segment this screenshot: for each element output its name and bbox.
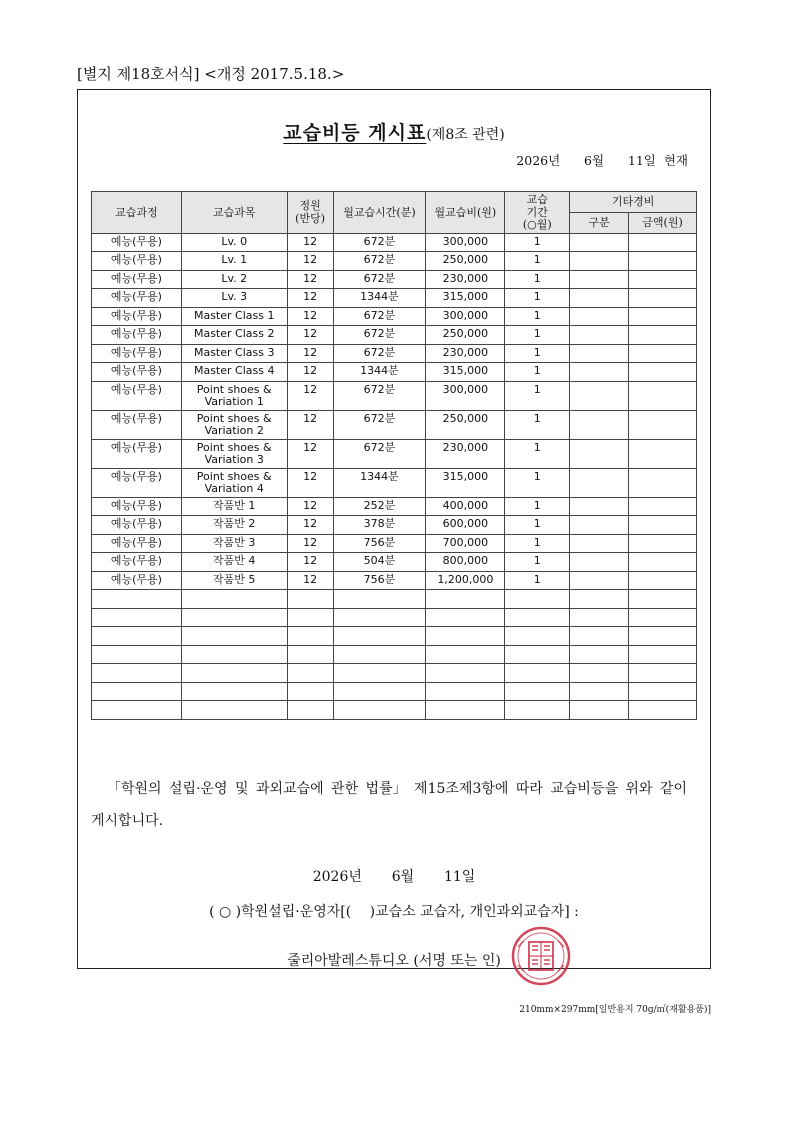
cell-other-amount (629, 252, 697, 271)
cell-hours (333, 664, 426, 683)
cell-subject: 작품반 5 (181, 571, 287, 590)
cell-other-type (570, 516, 629, 535)
cell-other-amount (629, 608, 697, 627)
cell-hours: 672분 (333, 439, 426, 468)
fee-table (91, 191, 697, 720)
cell-fee: 300,000 (426, 381, 505, 410)
cell-period: 1 (505, 252, 570, 271)
header-hours: 월교습시간(분) (333, 192, 426, 234)
cell-other-type (570, 534, 629, 553)
cell-fee: 250,000 (426, 410, 505, 439)
cell-course: 예능(무용) (92, 468, 182, 497)
cell-hours: 1344분 (333, 468, 426, 497)
cell-subject: Master Class 4 (181, 363, 287, 382)
cell-period (505, 608, 570, 627)
cell-hours: 1344분 (333, 289, 426, 308)
cell-period: 1 (505, 289, 570, 308)
table-row (92, 410, 697, 439)
cell-other-amount (629, 468, 697, 497)
cell-course: 예능(무용) (92, 497, 182, 516)
cell-subject (181, 627, 287, 646)
cell-period: 1 (505, 363, 570, 382)
cell-other-type (570, 233, 629, 252)
title-sub: (제8조 관련) (426, 127, 505, 143)
cell-capacity: 12 (287, 439, 333, 468)
cell-other-type (570, 608, 629, 627)
cell-period (505, 645, 570, 664)
cell-other-type (570, 289, 629, 308)
cell-period (505, 682, 570, 701)
cell-capacity: 12 (287, 516, 333, 535)
cell-course: 예능(무용) (92, 571, 182, 590)
cell-capacity: 12 (287, 326, 333, 345)
cell-course (92, 701, 182, 720)
cell-hours: 378분 (333, 516, 426, 535)
cell-period: 1 (505, 233, 570, 252)
cell-subject: Point shoes & Variation 3 (181, 439, 287, 468)
table-row (92, 590, 697, 609)
cell-capacity: 12 (287, 289, 333, 308)
table-row (92, 307, 697, 326)
cell-subject: Master Class 2 (181, 326, 287, 345)
cell-period: 1 (505, 497, 570, 516)
cell-subject (181, 645, 287, 664)
cell-fee: 230,000 (426, 270, 505, 289)
cell-other-amount (629, 590, 697, 609)
table-row (92, 497, 697, 516)
cell-other-amount (629, 344, 697, 363)
cell-other-type (570, 307, 629, 326)
cell-capacity: 12 (287, 252, 333, 271)
cell-hours: 672분 (333, 307, 426, 326)
cell-fee (426, 608, 505, 627)
cell-hours: 1344분 (333, 363, 426, 382)
table-row (92, 516, 697, 535)
cell-other-amount (629, 664, 697, 683)
cell-fee: 315,000 (426, 468, 505, 497)
cell-course: 예능(무용) (92, 363, 182, 382)
cell-period: 1 (505, 439, 570, 468)
cell-subject: Lv. 0 (181, 233, 287, 252)
cell-period (505, 701, 570, 720)
as-of-day: 11일 (627, 153, 656, 168)
cell-period: 1 (505, 516, 570, 535)
cell-subject (181, 682, 287, 701)
cell-capacity: 12 (287, 233, 333, 252)
cell-subject: Point shoes & Variation 4 (181, 468, 287, 497)
cell-hours: 672분 (333, 410, 426, 439)
cell-period: 1 (505, 270, 570, 289)
cell-fee: 230,000 (426, 344, 505, 363)
cell-hours (333, 682, 426, 701)
cell-capacity (287, 701, 333, 720)
cell-fee: 250,000 (426, 252, 505, 271)
as-of-suffix: 현재 (663, 153, 688, 168)
cell-subject: Master Class 3 (181, 344, 287, 363)
cell-fee (426, 590, 505, 609)
cell-capacity: 12 (287, 307, 333, 326)
cell-hours: 672분 (333, 326, 426, 345)
cell-capacity (287, 627, 333, 646)
header-other: 기타경비 (570, 192, 697, 213)
cell-hours: 672분 (333, 233, 426, 252)
cell-course: 예능(무용) (92, 289, 182, 308)
cell-course (92, 590, 182, 609)
cell-capacity: 12 (287, 344, 333, 363)
cell-subject: Point shoes & Variation 1 (181, 381, 287, 410)
cell-fee: 230,000 (426, 439, 505, 468)
cell-period (505, 627, 570, 646)
cell-period: 1 (505, 410, 570, 439)
cell-fee: 300,000 (426, 307, 505, 326)
header-capacity: 정원 (반당) (287, 192, 333, 234)
cell-course: 예능(무용) (92, 326, 182, 345)
cell-other-amount (629, 410, 697, 439)
table-row (92, 682, 697, 701)
cell-hours: 252분 (333, 497, 426, 516)
cell-fee: 1,200,000 (426, 571, 505, 590)
cell-course (92, 608, 182, 627)
cell-hours: 672분 (333, 344, 426, 363)
cell-hours: 672분 (333, 252, 426, 271)
statement: 「학원의 설립·운영 및 과외교습에 관한 법률」 제15조제3항에 따라 교습비등을 위와 같이 게시합니다. (91, 781, 687, 829)
fee-table-body (92, 233, 697, 719)
cell-other-amount (629, 270, 697, 289)
cell-course: 예능(무용) (92, 252, 182, 271)
cell-fee: 400,000 (426, 497, 505, 516)
cell-other-type (570, 571, 629, 590)
cell-capacity (287, 608, 333, 627)
cell-other-amount (629, 645, 697, 664)
cell-period: 1 (505, 468, 570, 497)
header-other-type: 구분 (570, 212, 629, 233)
issue-day: 11일 (443, 869, 476, 885)
as-of-month: 6월 (584, 153, 605, 168)
table-row (92, 363, 697, 382)
header-fee: 월교습비(원) (426, 192, 505, 234)
cell-hours: 756분 (333, 571, 426, 590)
cell-hours: 504분 (333, 553, 426, 572)
cell-other-amount (629, 516, 697, 535)
seal-stamp-icon (510, 925, 572, 987)
cell-other-amount (629, 571, 697, 590)
cell-course: 예능(무용) (92, 270, 182, 289)
cell-hours (333, 590, 426, 609)
cell-other-type (570, 664, 629, 683)
cell-other-amount (629, 381, 697, 410)
cell-subject: 작품반 3 (181, 534, 287, 553)
cell-subject (181, 664, 287, 683)
cell-other-type (570, 497, 629, 516)
cell-other-type (570, 344, 629, 363)
signature-line (78, 950, 710, 970)
cell-other-amount (629, 701, 697, 720)
cell-capacity (287, 664, 333, 683)
cell-other-type (570, 645, 629, 664)
sign-hint: (서명 또는 인) (413, 953, 501, 969)
cell-other-type (570, 468, 629, 497)
cell-course (92, 627, 182, 646)
cell-other-type (570, 410, 629, 439)
cell-other-amount (629, 289, 697, 308)
cell-other-type (570, 701, 629, 720)
cell-subject: Point shoes & Variation 2 (181, 410, 287, 439)
cell-subject: 작품반 1 (181, 497, 287, 516)
cell-capacity (287, 682, 333, 701)
cell-course: 예능(무용) (92, 516, 182, 535)
table-row (92, 664, 697, 683)
cell-period: 1 (505, 307, 570, 326)
cell-other-type (570, 439, 629, 468)
cell-capacity: 12 (287, 497, 333, 516)
title-block (78, 118, 710, 145)
cell-subject: Lv. 1 (181, 252, 287, 271)
cell-capacity: 12 (287, 534, 333, 553)
cell-fee (426, 701, 505, 720)
cell-fee (426, 664, 505, 683)
table-row (92, 534, 697, 553)
cell-capacity: 12 (287, 410, 333, 439)
cell-course (92, 682, 182, 701)
cell-other-amount (629, 307, 697, 326)
cell-fee (426, 682, 505, 701)
cell-other-amount (629, 534, 697, 553)
page-title: 교습비등 게시표 (283, 122, 427, 144)
cell-other-amount (629, 233, 697, 252)
cell-other-type (570, 363, 629, 382)
cell-hours (333, 608, 426, 627)
table-row (92, 701, 697, 720)
table-row (92, 381, 697, 410)
table-row (92, 289, 697, 308)
cell-course: 예능(무용) (92, 410, 182, 439)
cell-capacity (287, 645, 333, 664)
cell-other-type (570, 381, 629, 410)
cell-subject (181, 701, 287, 720)
cell-capacity: 12 (287, 571, 333, 590)
issue-year: 2026년 (312, 869, 362, 885)
cell-subject: Lv. 3 (181, 289, 287, 308)
cell-course: 예능(무용) (92, 381, 182, 410)
cell-course (92, 645, 182, 664)
cell-course: 예능(무용) (92, 344, 182, 363)
cell-course (92, 664, 182, 683)
table-row (92, 252, 697, 271)
header-subject: 교습과목 (181, 192, 287, 234)
cell-other-type (570, 682, 629, 701)
issue-date (78, 866, 710, 886)
as-of-date (516, 151, 688, 169)
table-row (92, 270, 697, 289)
cell-other-type (570, 252, 629, 271)
cell-other-type (570, 627, 629, 646)
cell-period: 1 (505, 381, 570, 410)
cell-capacity: 12 (287, 381, 333, 410)
cell-hours (333, 701, 426, 720)
cell-fee: 600,000 (426, 516, 505, 535)
cell-fee: 315,000 (426, 289, 505, 308)
cell-other-amount (629, 627, 697, 646)
cell-other-amount (629, 497, 697, 516)
cell-fee: 250,000 (426, 326, 505, 345)
header-period: 교습 기간 (○월) (505, 192, 570, 234)
cell-hours: 756분 (333, 534, 426, 553)
cell-course: 예능(무용) (92, 439, 182, 468)
cell-subject (181, 608, 287, 627)
table-row (92, 468, 697, 497)
cell-capacity: 12 (287, 468, 333, 497)
table-row (92, 344, 697, 363)
cell-period: 1 (505, 571, 570, 590)
cell-period: 1 (505, 534, 570, 553)
cell-hours: 672분 (333, 381, 426, 410)
cell-subject: 작품반 4 (181, 553, 287, 572)
cell-period: 1 (505, 344, 570, 363)
table-row (92, 608, 697, 627)
table-row (92, 326, 697, 345)
form-code: [별지 제18호서식] <개정 2017.5.18.> (77, 65, 345, 83)
table-row (92, 233, 697, 252)
cell-other-type (570, 270, 629, 289)
cell-other-type (570, 326, 629, 345)
cell-fee: 300,000 (426, 233, 505, 252)
paper-note: 210mm×297mm[일반용지 70g/㎡(재활용품)] (519, 1005, 711, 1015)
table-row (92, 439, 697, 468)
cell-hours (333, 627, 426, 646)
as-of-year: 2026년 (516, 153, 561, 168)
cell-other-amount (629, 682, 697, 701)
cell-capacity (287, 590, 333, 609)
cell-other-type (570, 553, 629, 572)
cell-period: 1 (505, 553, 570, 572)
cell-period (505, 590, 570, 609)
cell-capacity: 12 (287, 553, 333, 572)
role-line: ( ○ )학원설립·운영자[( )교습소 교습자, 개인과외교습자] : (209, 904, 579, 920)
cell-capacity: 12 (287, 363, 333, 382)
cell-period (505, 664, 570, 683)
cell-hours: 672분 (333, 270, 426, 289)
cell-hours (333, 645, 426, 664)
cell-subject (181, 590, 287, 609)
cell-course: 예능(무용) (92, 534, 182, 553)
cell-subject: Lv. 2 (181, 270, 287, 289)
cell-other-amount (629, 439, 697, 468)
table-row (92, 553, 697, 572)
table-row (92, 627, 697, 646)
cell-fee: 800,000 (426, 553, 505, 572)
cell-subject: 작품반 2 (181, 516, 287, 535)
cell-other-amount (629, 363, 697, 382)
signer-name: 줄리아발레스튜디오 (287, 953, 409, 969)
cell-course: 예능(무용) (92, 553, 182, 572)
cell-other-amount (629, 326, 697, 345)
cell-fee (426, 627, 505, 646)
table-row (92, 645, 697, 664)
table-row (92, 571, 697, 590)
cell-other-amount (629, 553, 697, 572)
issue-month: 6월 (391, 869, 415, 885)
cell-course: 예능(무용) (92, 307, 182, 326)
cell-course: 예능(무용) (92, 233, 182, 252)
cell-fee (426, 645, 505, 664)
cell-subject: Master Class 1 (181, 307, 287, 326)
cell-fee: 700,000 (426, 534, 505, 553)
document-frame (77, 89, 711, 969)
header-other-amount: 금액(원) (629, 212, 697, 233)
header-course: 교습과정 (92, 192, 182, 234)
cell-fee: 315,000 (426, 363, 505, 382)
cell-period: 1 (505, 326, 570, 345)
cell-other-type (570, 590, 629, 609)
cell-capacity: 12 (287, 270, 333, 289)
